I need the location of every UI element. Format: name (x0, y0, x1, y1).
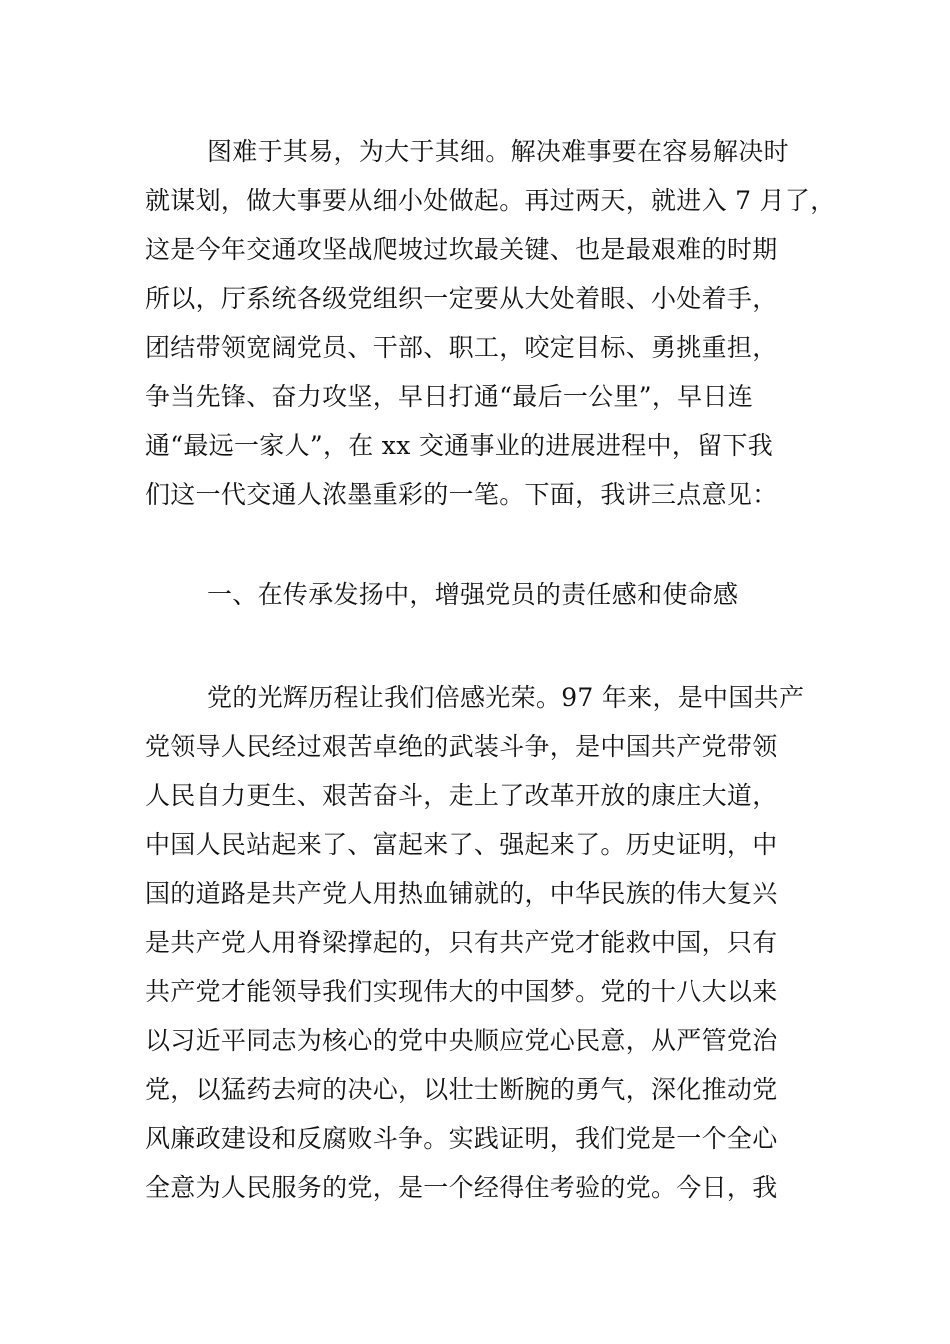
paragraph-line: 党领导人民经过艰苦卓绝的武装斗争，是中国共产党带领 (145, 732, 778, 761)
paragraph-line: 图难于其易，为大于其细。解决难事要在容易解决时 (207, 137, 789, 166)
paragraph-line: 以习近平同志为核心的党中央顺应党心民意，从严管党治 (145, 1026, 778, 1055)
paragraph-line: 是共产党人用脊梁撑起的，只有共产党才能救中国，只有 (145, 928, 778, 957)
section-heading (145, 570, 825, 619)
paragraph-line: 所以，厅系统各级党组织一定要从大处着眼、小处着手， (145, 284, 778, 313)
paragraph-line: 中国人民站起来了、富起来了、强起来了。历史证明，中 (145, 830, 778, 859)
paragraph-line: 就谋划，做大事要从细小处做起。再过两天，就进入 7 月了， (145, 186, 836, 215)
paragraph-line: 党的光辉历程让我们倍感光荣。97 年来，是中国共产 (207, 683, 805, 712)
paragraph-line: 风廉政建设和反腐败斗争。实践证明，我们党是一个全心 (145, 1124, 778, 1153)
paragraph-line: 争当先锋、奋力攻坚，早日打通“最后一公里”，早日连 (145, 382, 754, 411)
paragraph-line: 这是今年交通攻坚战爬坡过坎最关键、也是最艰难的时期 (145, 235, 778, 264)
paragraph-line: 通“最远一家人”，在 xx 交通事业的进展进程中，留下我 (145, 431, 774, 460)
paragraph (145, 673, 825, 1212)
paragraph-line: 共产党才能领导我们实现伟大的中国梦。党的十八大以来 (145, 977, 778, 1006)
paragraph-line: 党，以猛药去疴的决心，以壮士断腕的勇气，深化推动党 (145, 1075, 778, 1104)
paragraph-line: 们这一代交通人浓墨重彩的一笔。下面，我讲三点意见： (145, 480, 778, 509)
section-heading-text: 一、在传承发扬中，增强党员的责任感和使命感 (207, 580, 739, 609)
paragraph (145, 127, 836, 519)
paragraph-line: 人民自力更生、艰苦奋斗，走上了改革开放的康庄大道， (145, 781, 778, 810)
paragraph-line: 团结带领宽阔党员、干部、职工，咬定目标、勇挑重担， (145, 333, 778, 362)
paragraph-line: 国的道路是共产党人用热血铺就的，中华民族的伟大复兴 (145, 879, 778, 908)
paragraph-line: 全意为人民服务的党，是一个经得住考验的党。今日，我 (145, 1173, 778, 1202)
